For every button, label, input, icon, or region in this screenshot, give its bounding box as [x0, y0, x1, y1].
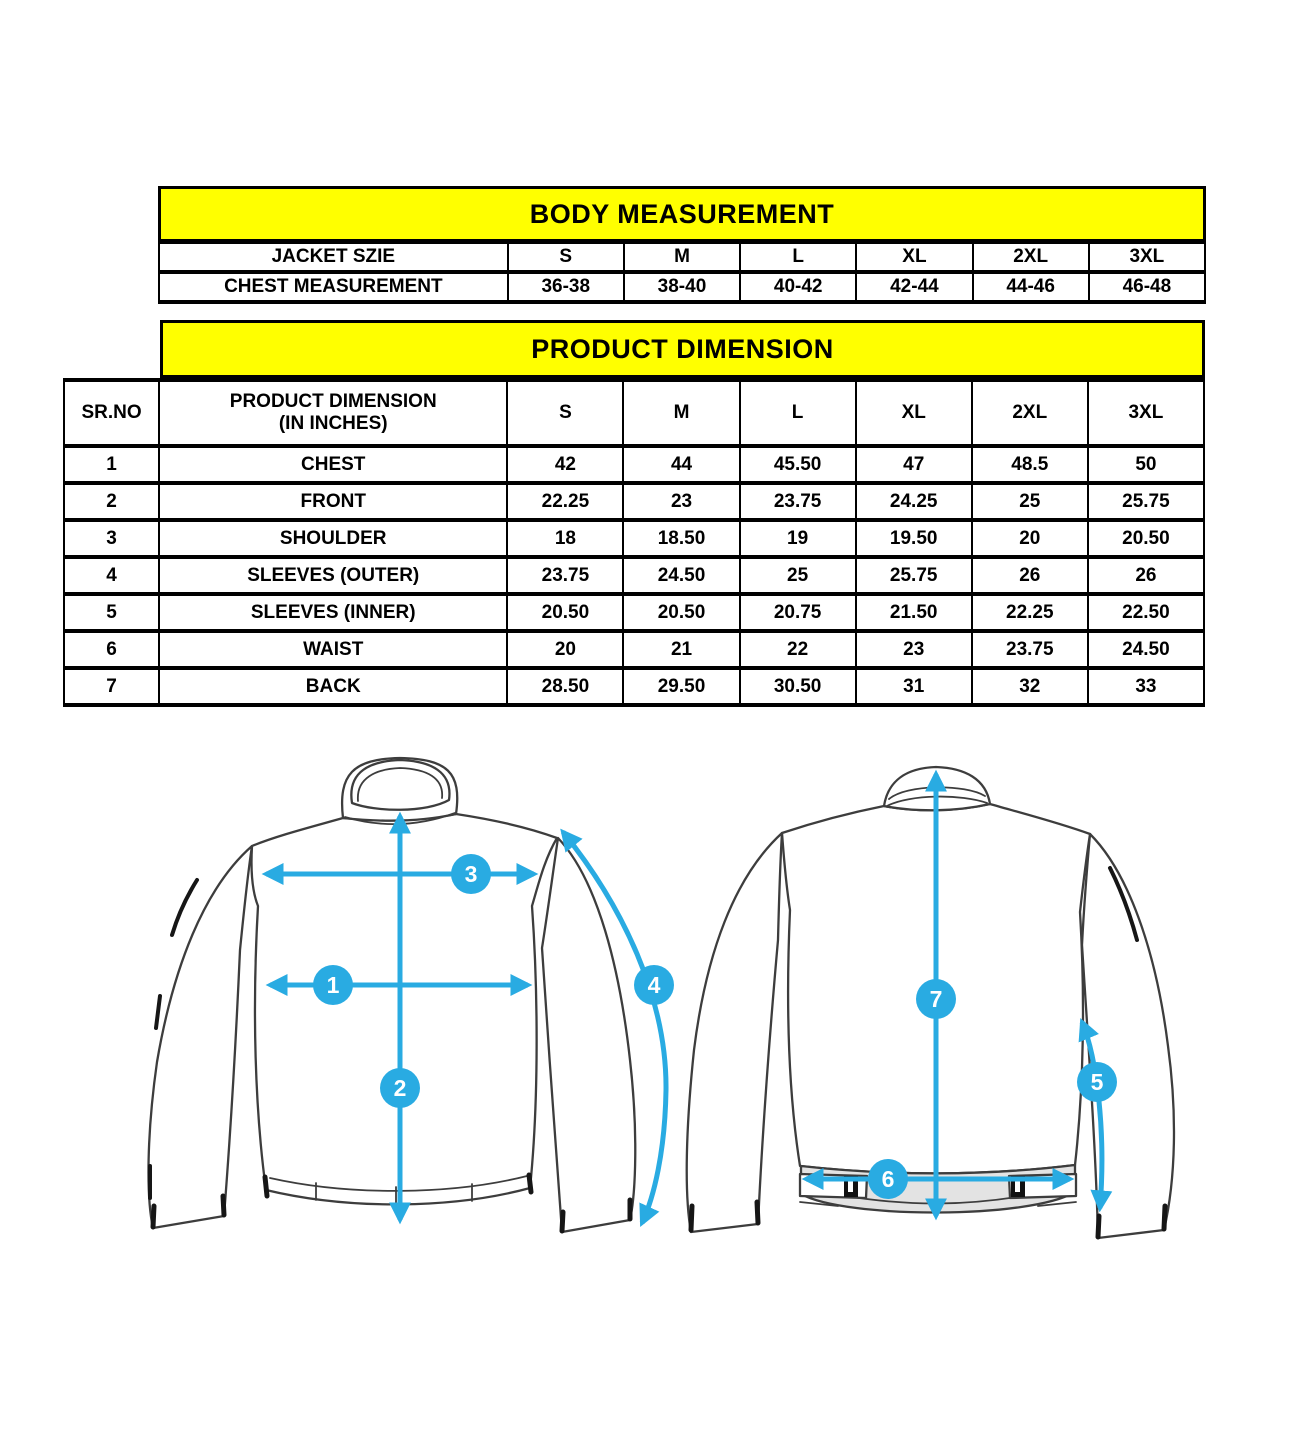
body-measurement-banner	[158, 186, 1206, 242]
front-marker-front-length	[380, 1068, 420, 1108]
table-cell: 32	[972, 668, 1088, 705]
dimension-label-line1: PRODUCT DIMENSION	[229, 390, 437, 412]
table-cell: 40-42	[740, 272, 856, 302]
table-cell: FRONT	[159, 483, 507, 520]
table-cell: 42-44	[856, 272, 972, 302]
table-cell: 48.5	[972, 446, 1088, 483]
marker-number: 3	[464, 861, 478, 887]
table-cell: 47	[856, 446, 972, 483]
table-cell: 18	[507, 520, 623, 557]
table-header-row	[64, 380, 1204, 446]
table-cell: 7	[64, 668, 159, 705]
table-cell: 45.50	[740, 446, 856, 483]
table-cell: L	[740, 242, 856, 272]
table-row	[64, 520, 1204, 557]
front-sleeve-mark	[156, 996, 160, 1028]
table-row	[64, 446, 1204, 483]
table-cell: 20	[972, 520, 1088, 557]
table-cell: JACKET SZIE	[159, 242, 508, 272]
header-cell-srno: SR.NO	[64, 380, 159, 446]
table-cell: 3	[64, 520, 159, 557]
table-cell: 36-38	[508, 272, 624, 302]
table-row	[64, 557, 1204, 594]
table-cell: 29.50	[623, 668, 739, 705]
back-jacket-diagram	[687, 767, 1174, 1238]
marker-number: 6	[881, 1166, 895, 1192]
table-cell: M	[624, 242, 740, 272]
table-cell: 28.50	[507, 668, 623, 705]
table-cell: 2	[64, 483, 159, 520]
product-dimension-table	[63, 378, 1205, 707]
back-cuff-mark	[1098, 1216, 1099, 1237]
back-cuff-mark	[1164, 1206, 1165, 1229]
header-cell-size: S	[507, 380, 623, 446]
front-cuff-mark	[153, 1206, 154, 1227]
back-cuff-mark	[757, 1202, 758, 1223]
table-cell: 18.50	[623, 520, 739, 557]
table-cell: 20	[507, 631, 623, 668]
table-cell: 25.75	[1088, 483, 1204, 520]
table-cell: 30.50	[740, 668, 856, 705]
product-dimension-title: PRODUCT DIMENSION	[531, 333, 834, 364]
back-cuff-mark	[691, 1206, 692, 1230]
table-cell: WAIST	[159, 631, 507, 668]
table-cell: 23	[856, 631, 972, 668]
table-cell: 20.50	[507, 594, 623, 631]
table-cell: 22	[740, 631, 856, 668]
table-cell: BACK	[159, 668, 507, 705]
header-cell-size: XL	[856, 380, 972, 446]
body-measurement-title: BODY MEASUREMENT	[529, 198, 835, 229]
front-marker-shoulder	[451, 854, 491, 894]
table-cell: 22.50	[1088, 594, 1204, 631]
front-left-sleeve	[148, 846, 252, 1228]
back-left-sleeve	[687, 833, 782, 1232]
table-cell: XL	[856, 242, 972, 272]
back-left-buckle-slot	[848, 1181, 853, 1192]
table-cell: 6	[64, 631, 159, 668]
table-cell: 20.50	[1088, 520, 1204, 557]
front-jacket-diagram	[148, 758, 674, 1232]
table-cell: 25	[972, 483, 1088, 520]
marker-number: 1	[326, 972, 340, 998]
table-cell: 21	[623, 631, 739, 668]
product-dimension-banner	[160, 320, 1205, 378]
marker-number: 7	[929, 986, 943, 1012]
front-marker-chest	[313, 965, 353, 1005]
table-cell: 19.50	[856, 520, 972, 557]
back-marker-waist	[868, 1159, 908, 1199]
marker-number: 5	[1090, 1069, 1104, 1095]
table-cell: 50	[1088, 446, 1204, 483]
table-cell: 23.75	[740, 483, 856, 520]
table-cell: SLEEVES (OUTER)	[159, 557, 507, 594]
table-cell: 23	[623, 483, 739, 520]
front-hem-tab	[529, 1175, 531, 1192]
table-cell: 25	[740, 557, 856, 594]
table-cell: 2XL	[973, 242, 1089, 272]
table-cell: 46-48	[1089, 272, 1205, 302]
table-cell: S	[508, 242, 624, 272]
table-cell: 24.50	[623, 557, 739, 594]
table-cell: 44	[623, 446, 739, 483]
front-hem-tab	[265, 1177, 267, 1196]
table-cell: 4	[64, 557, 159, 594]
table-row	[64, 483, 1204, 520]
table-cell: CHEST MEASUREMENT	[159, 272, 508, 302]
table-cell: 23.75	[972, 631, 1088, 668]
front-right-sleeve	[542, 838, 635, 1232]
header-cell-size: M	[623, 380, 739, 446]
front-cuff-mark	[223, 1196, 224, 1215]
front-cuff-mark	[562, 1212, 563, 1231]
table-cell: CHEST	[159, 446, 507, 483]
table-row	[64, 631, 1204, 668]
front-shoulder-seam-mark	[172, 880, 197, 935]
jacket-measurement-diagram	[0, 700, 1300, 1450]
marker-number: 4	[647, 972, 661, 998]
table-cell: 20.50	[623, 594, 739, 631]
body-measurement-table	[158, 240, 1206, 304]
table-cell: 21.50	[856, 594, 972, 631]
table-cell: 19	[740, 520, 856, 557]
front-marker-sleeve-outer	[634, 965, 674, 1005]
table-cell: 26	[1088, 557, 1204, 594]
table-cell: 25.75	[856, 557, 972, 594]
back-marker-back-length	[916, 979, 956, 1019]
table-cell: 38-40	[624, 272, 740, 302]
table-row	[159, 272, 1205, 302]
table-cell: SHOULDER	[159, 520, 507, 557]
header-cell-size: 2XL	[972, 380, 1088, 446]
table-cell: 22.25	[507, 483, 623, 520]
header-cell-dimension	[159, 380, 507, 446]
back-right-buckle-slot	[1015, 1181, 1020, 1192]
table-cell: 1	[64, 446, 159, 483]
table-cell: 3XL	[1089, 242, 1205, 272]
table-cell: SLEEVES (INNER)	[159, 594, 507, 631]
table-cell: 33	[1088, 668, 1204, 705]
table-cell: 22.25	[972, 594, 1088, 631]
table-row	[64, 594, 1204, 631]
table-cell: 24.25	[856, 483, 972, 520]
dimension-label-line2: (IN INCHES)	[278, 413, 388, 434]
marker-number: 2	[393, 1075, 407, 1101]
table-cell: 5	[64, 594, 159, 631]
table-cell: 26	[972, 557, 1088, 594]
table-cell: 24.50	[1088, 631, 1204, 668]
table-cell: 31	[856, 668, 972, 705]
table-row	[159, 242, 1205, 272]
table-cell: 44-46	[973, 272, 1089, 302]
header-cell-size: L	[740, 380, 856, 446]
back-marker-sleeve-inner	[1077, 1062, 1117, 1102]
table-cell: 23.75	[507, 557, 623, 594]
table-cell: 20.75	[740, 594, 856, 631]
back-right-sleeve	[1082, 834, 1174, 1238]
table-cell: 42	[507, 446, 623, 483]
header-cell-size: 3XL	[1088, 380, 1204, 446]
